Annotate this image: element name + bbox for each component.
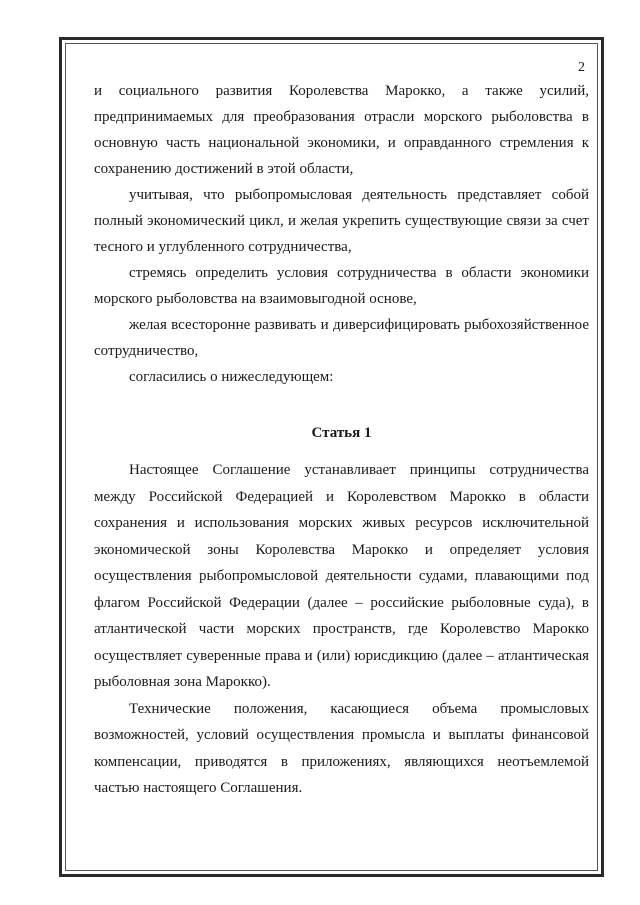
article-paragraph-1: Настоящее Соглашение устанавливает принципы сотрудничества между Российской Федерацией и Королевством Марокко в области сохранения и использования морских живых ресурсов исключительной экономической зоны Королевства Марокко и определяет условия осуществления рыбопромысловой деятельности судами, плавающими под флагом Российской Федерации (далее – российские рыболовные суда), в атлантической части морских пространств, где Королевство Марокко осуществляет суверенные права и (или) юрисдикцию (далее – атлантическая рыболовная зона Марокко).: [94, 462, 589, 690]
preamble-paragraph-3: стремясь определить условия сотрудничества в области экономики морского рыболовства на взаимовыгодной основе,: [94, 265, 589, 307]
preamble-paragraph-2: учитывая, что рыбопромысловая деятельность представляет собой полный экономический цикл, и желая укрепить существующие связи за счет тесного и углубленного сотрудничества,: [94, 187, 589, 255]
page-number: 2: [578, 60, 585, 75]
article-text: [94, 457, 589, 802]
preamble-paragraph-5: согласились о нижеследующем:: [129, 369, 334, 385]
preamble-paragraph-1: и социального развития Королевства Марокко, а также усилий, предпринимаемых для преобразования отрасли морского рыболовства в основную часть национальной экономики, и оправданного стремления к сохранению достижений в этой области,: [94, 83, 589, 177]
article-paragraph-2: Технические положения, касающиеся объема промысловых возможностей, условий осуществления промысла и выплаты финансовой компенсации, приводятся в приложениях, являющихся неотъемлемой частью настоящего Соглашения.: [94, 700, 589, 796]
article-title: Статья 1: [311, 425, 372, 441]
preamble-text: [94, 78, 589, 390]
preamble-paragraph-4: желая всесторонне развивать и диверсифицировать рыбохозяйственное сотрудничество,: [94, 317, 589, 359]
